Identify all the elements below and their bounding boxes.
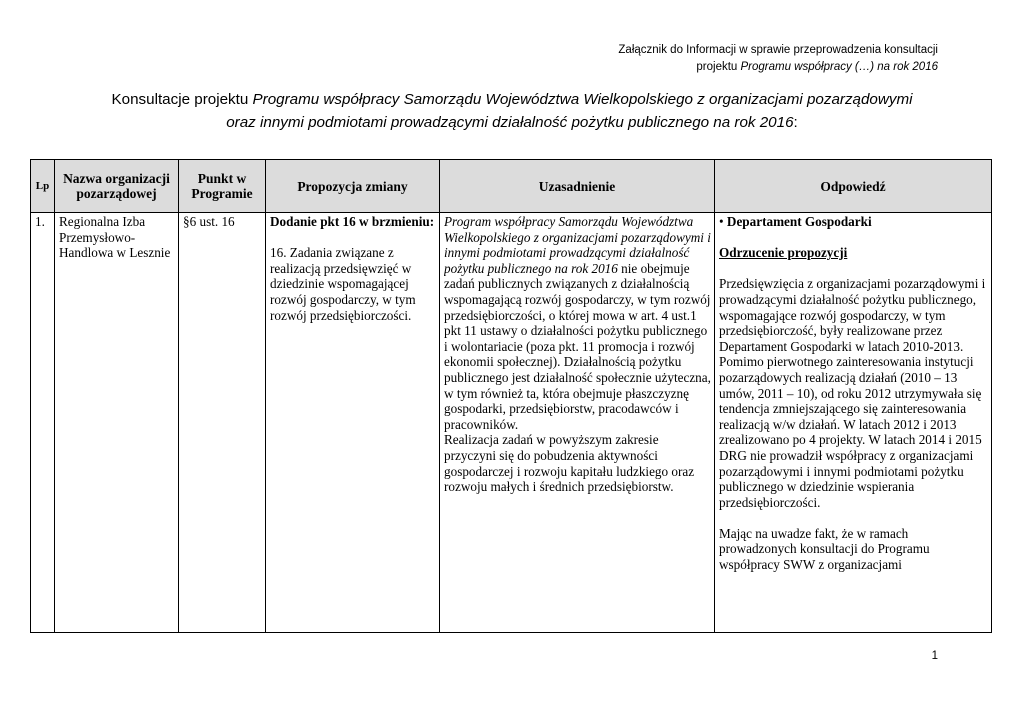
page-number: 1: [931, 650, 938, 662]
lp-value: 1.: [35, 214, 45, 229]
cell-program-point: [179, 213, 266, 633]
justification-paragraph-2: Realizacja zadań w powyższym zakresie przyczyni się do pobudzenia aktywności gospodarczej i rozwoju kapitału ludzkiego oraz rozwoju małych i średnich przedsiębiorstw.: [444, 432, 695, 495]
proposal-text: 16. Zadania związane z realizacją przedsięwzięć w dziedzinie wspomagającej rozwój gospodarczy, w tym rozwój przedsiębiorczości.: [270, 245, 416, 323]
title-line-2: [40, 111, 984, 134]
cell-justification: [440, 213, 715, 633]
header-lp: Lp: [31, 160, 55, 213]
header-program-point: Punkt w Programie: [179, 160, 266, 213]
justification-text-1: nie obejmuje zadań publicznych związanych z działalnością wspomagającą rozwój gospodarczy, w tym rozwój przedsiębiorczości, o której mowa w art. 4 ust.1 pkt 11 ustawy o działalności pożytku publicznego i wolontariacie (poza pkt. 11 promocja i rozwój ekonomii społecznej). Działalnością pożytku publicznego jest działalność społecznie użyteczna, w tym również ta, która obejmuje płaszczyznę gospodarki, przedsiębiorstw, pracodawców i pracowników.: [444, 260, 711, 432]
title-italic-2: oraz innymi podmiotami prowadzącymi działalność pożytku publicznego na rok 2016: [226, 114, 794, 131]
cell-response: [715, 213, 992, 633]
cell-proposal: [266, 213, 440, 633]
response-department: [719, 214, 988, 230]
header-response: Odpowiedź: [715, 160, 992, 213]
header-proposal: Propozycja zmiany: [266, 160, 440, 213]
proposal-heading: Dodanie pkt 16 w brzmieniu:: [270, 214, 435, 229]
table-row: [31, 213, 992, 633]
page-title: [40, 88, 984, 134]
annex-line-2-italic: Programu współpracy (…) na rok 2016: [740, 61, 938, 73]
table-header-row: [31, 160, 992, 213]
title-prefix: Konsultacje projektu: [111, 91, 253, 108]
title-italic-1: Programu współpracy Samorządu Województwa Wielkopolskiego z organizacjami pozarządowymi: [252, 91, 913, 108]
annex-line-1: Załącznik do Informacji w sprawie przeprowadzenia konsultacji: [618, 44, 938, 56]
justification-italic: Program współpracy Samorządu Województwa Wielkopolskiego z organizacjami pozarządowymi i innymi podmiotami prowadzącymi działalność pożytku publicznego na rok 2016: [444, 214, 711, 276]
justification-paragraph-1: [444, 214, 711, 432]
cell-organization: [55, 213, 179, 633]
response-decision: Odrzucenie propozycji: [719, 245, 848, 261]
response-text-2: Mając na uwadze fakt, że w ramach prowadzonych konsultacji do Programu współpracy SWW z organizacjami: [719, 525, 930, 573]
response-text-1: Przedsięwzięcia z organizacjami pozarządowymi i prowadzącymi działalność pożytku publicznego, wspomagające rozwój gospodarczy, w tym przedsiębiorczość, były realizowane przez Departament Gospodarki w latach 2010-2013. Pomimo pierwotnego zainteresowania instytucji pozarządowych realizacją działań (2010 – 13 umów, 2011 – 10), od roku 2012 utrzymywała się tendencja zmniejszającego się zainteresowania realizacją w/w działań. W latach 2012 i 2013 zrealizowano po 4 projekty. W latach 2014 i 2015 DRG nie prowadził współpracy z organizacjami pozarządowymi i innymi podmiotami pożytku publicznego w dziedzinie wspierania przedsiębiorczości.: [719, 276, 986, 510]
bullet-icon: •: [719, 214, 724, 229]
consultation-table: [30, 159, 992, 633]
annex-line-2-prefix: projektu: [696, 61, 741, 73]
title-suffix: :: [793, 114, 798, 131]
annex-line-2: [418, 59, 938, 76]
program-point: §6 ust. 16: [183, 214, 235, 229]
department-name: Departament Gospodarki: [726, 214, 872, 229]
organization-name: Regionalna Izba Przemysłowo-Handlowa w Lesznie: [59, 214, 171, 261]
header-justification: Uzasadnienie: [440, 160, 715, 213]
title-line-1: [40, 88, 984, 111]
header-organization: Nazwa organizacji pozarządowej: [55, 160, 179, 213]
cell-lp: [31, 213, 55, 633]
annex-note: [418, 42, 938, 76]
